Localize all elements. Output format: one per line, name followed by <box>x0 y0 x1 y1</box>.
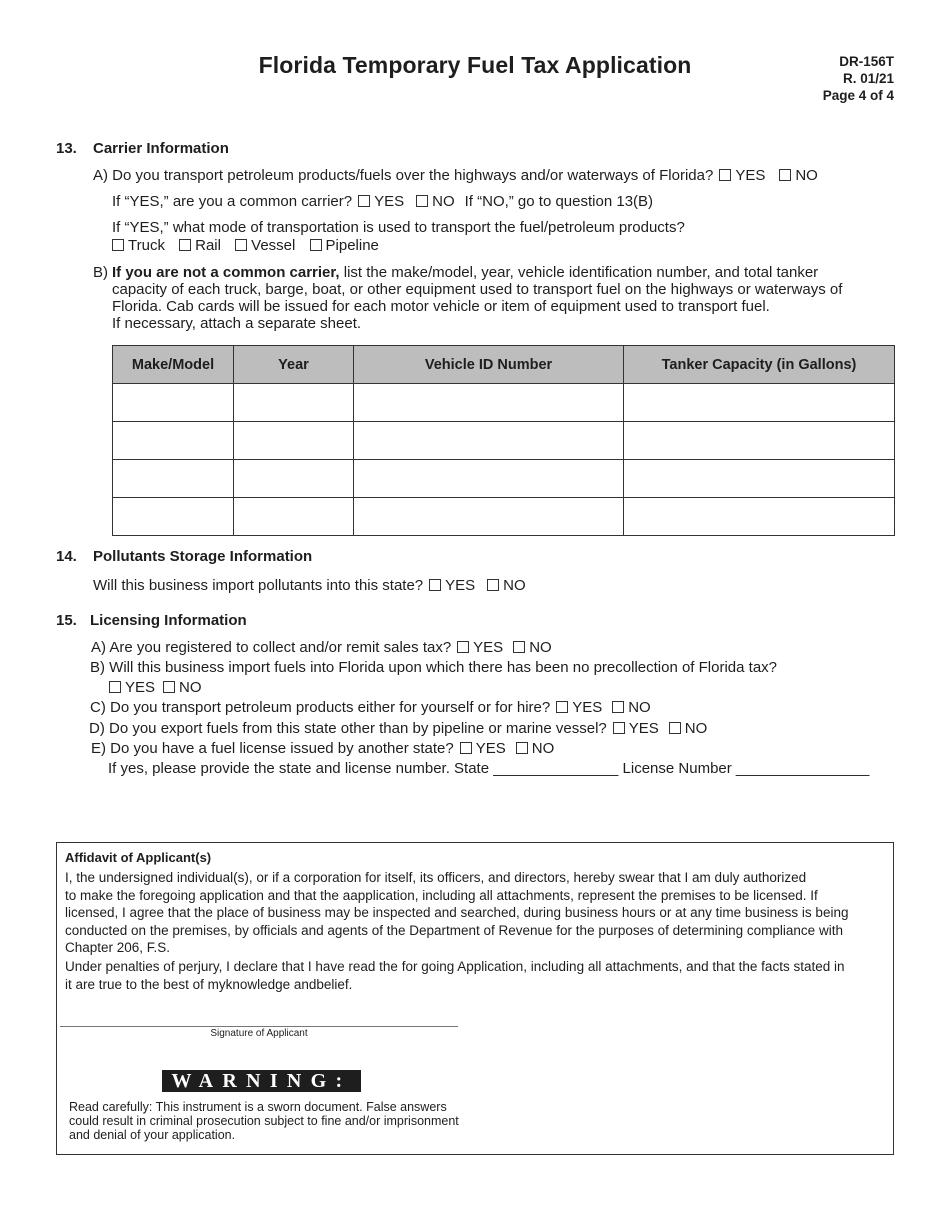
section-15-title: Licensing Information <box>90 612 247 629</box>
question-13b-line1-text: list the make/model, year, vehicle identification number, and total tanker <box>343 264 819 281</box>
page-title: Florida Temporary Fuel Tax Application <box>258 52 692 78</box>
vehicle-id-cell[interactable] <box>354 384 624 422</box>
q13a-yes-label: YES <box>735 167 766 184</box>
column-tanker-capacity: Tanker Capacity (in Gallons) <box>624 346 895 384</box>
affidavit-p1-line3: licensed, I agree that the place of business may be inspected and searched, during business hours or at any time business is being <box>65 905 849 920</box>
mode-vessel-checkbox[interactable] <box>235 239 247 251</box>
question-15e-text: E) Do you have a fuel license issued by another state? <box>91 740 454 757</box>
year-cell[interactable] <box>234 498 354 536</box>
mode-pipeline-label: Pipeline <box>325 237 379 254</box>
year-cell[interactable] <box>234 384 354 422</box>
common-carrier-question: If “YES,” are you a common carrier? <box>112 193 353 210</box>
q15e-no-label: NO <box>531 740 555 757</box>
q15c-no-label: NO <box>628 699 651 716</box>
question-13a <box>93 167 818 184</box>
warning-line2: could result in criminal prosecution subject to fine and/or imprisonment <box>69 1114 459 1128</box>
common-carrier-note: If “NO,” go to question 13(B) <box>464 193 654 210</box>
column-vehicle-id: Vehicle ID Number <box>354 346 624 384</box>
q15e-yes-checkbox[interactable] <box>460 742 472 754</box>
year-cell[interactable] <box>234 422 354 460</box>
q13a-no-label: NO <box>795 167 818 184</box>
warning-line3: and denial of your application. <box>69 1128 236 1142</box>
signature-label: Signature of Applicant <box>210 1028 308 1039</box>
vehicle-table-header <box>113 346 895 384</box>
warning-text <box>69 1100 479 1142</box>
form-revision: R. 01/21 <box>842 71 894 86</box>
section-13-number: 13. <box>56 140 77 157</box>
q15d-no-checkbox[interactable] <box>669 722 681 734</box>
table-row <box>113 460 895 498</box>
make-model-cell[interactable] <box>113 422 234 460</box>
question-13a-common-carrier <box>112 193 653 210</box>
q14-yes-label: YES <box>445 577 476 594</box>
table-row <box>113 498 895 536</box>
section-14-title: Pollutants Storage Information <box>93 548 313 565</box>
mode-truck-label: Truck <box>128 237 165 254</box>
question-13a-text: A) Do you transport petroleum products/fuels over the highways and/or waterways of Florida? <box>93 167 714 184</box>
section-15-number: 15. <box>56 612 77 629</box>
question-15b-options <box>103 679 202 696</box>
section-13-title: Carrier Information <box>93 140 229 157</box>
q15a-no-label: NO <box>529 639 552 656</box>
q13a-yes-checkbox[interactable] <box>719 169 731 181</box>
question-13b-line4: If necessary, attach a separate sheet. <box>112 315 362 332</box>
mode-pipeline-checkbox[interactable] <box>310 239 322 251</box>
affidavit-p1-line5: Chapter 206, F.S. <box>65 940 171 955</box>
question-15e-followup[interactable]: If yes, please provide the state and license number. State _______________ License Number ________________ <box>108 760 870 777</box>
form-identifier <box>823 53 894 104</box>
question-14 <box>93 577 526 594</box>
vehicle-table <box>112 345 895 536</box>
signature-line[interactable] <box>60 1026 458 1027</box>
section-15-heading <box>56 612 247 629</box>
tanker-capacity-cell[interactable] <box>624 384 895 422</box>
q15e-no-checkbox[interactable] <box>516 742 528 754</box>
q15b-yes-label: YES <box>125 679 156 696</box>
question-15e <box>91 740 554 757</box>
table-row <box>113 422 895 460</box>
warning-banner: WARNING: <box>162 1070 361 1092</box>
question-13b-prefix: B) <box>93 264 108 281</box>
q15e-yes-label: YES <box>475 740 506 757</box>
q15b-no-label: NO <box>179 679 202 696</box>
vehicle-id-cell[interactable] <box>354 498 624 536</box>
column-make-model: Make/Model <box>113 346 234 384</box>
question-15a <box>91 639 552 656</box>
affidavit-p2-line1: Under penalties of perjury, I declare that I have read the for going Application, including all attachments, and that the facts stated in <box>65 959 845 974</box>
make-model-cell[interactable] <box>113 460 234 498</box>
form-number: DR-156T <box>839 54 894 69</box>
year-cell[interactable] <box>234 460 354 498</box>
question-13b-bold: If you are not a common carrier, <box>112 264 340 281</box>
affidavit-paragraph-1 <box>65 869 848 957</box>
column-year: Year <box>234 346 354 384</box>
q14-no-label: NO <box>503 577 526 594</box>
tanker-capacity-cell[interactable] <box>624 460 895 498</box>
section-14-number: 14. <box>56 548 77 565</box>
affidavit-p1-line4: conducted on the premises, by officials and agents of the Department of Revenue for the purposes of determining compliance with <box>65 922 843 938</box>
transport-mode-options <box>106 237 379 254</box>
question-14-text: Will this business import pollutants into this state? <box>93 577 424 594</box>
q15a-no-checkbox[interactable] <box>513 641 525 653</box>
q15d-yes-label: YES <box>628 720 659 737</box>
mode-vessel-label: Vessel <box>251 237 296 254</box>
question-15d <box>89 720 707 737</box>
question-13b-line2: capacity of each truck, barge, boat, or other equipment used to transport fuel on the highways or waterways of <box>112 281 843 298</box>
question-15b-text: B) Will this business import fuels into Florida upon which there has been no precollection of Florida tax? <box>90 659 778 676</box>
warning-line1: Read carefully: This instrument is a sworn document. False answers <box>69 1100 447 1114</box>
common-carrier-no-checkbox[interactable] <box>416 195 428 207</box>
section-14-heading <box>56 548 312 565</box>
q15b-yes-checkbox[interactable] <box>109 681 121 693</box>
common-carrier-yes-checkbox[interactable] <box>358 195 370 207</box>
q15a-yes-checkbox[interactable] <box>457 641 469 653</box>
page-number: Page 4 of 4 <box>822 88 894 103</box>
table-row <box>113 384 895 422</box>
affidavit-p1-line1: I, the undersigned individual(s), or if a corporation for itself, its officers, and directors, hereby swear that I am duly authorized <box>65 870 807 885</box>
tanker-capacity-cell[interactable] <box>624 422 895 460</box>
q15c-yes-label: YES <box>572 699 603 716</box>
common-carrier-yes-label: YES <box>374 193 405 210</box>
question-15c-text: C) Do you transport petroleum products either for yourself or for hire? <box>90 699 551 716</box>
mode-rail-checkbox[interactable] <box>179 239 191 251</box>
affidavit-p2-line2: it are true to the best of myknowledge andbelief. <box>65 976 353 992</box>
q14-no-checkbox[interactable] <box>487 579 499 591</box>
q15d-yes-checkbox[interactable] <box>613 722 625 734</box>
affidavit-paragraph-2 <box>65 958 844 993</box>
question-13b-line3: Florida. Cab cards will be issued for each motor vehicle or item of equipment used to transport fuel. <box>112 298 770 315</box>
mode-rail-label: Rail <box>195 237 221 254</box>
vehicle-id-cell[interactable] <box>354 422 624 460</box>
make-model-cell[interactable] <box>113 498 234 536</box>
q15b-no-checkbox[interactable] <box>163 681 175 693</box>
q15c-yes-checkbox[interactable] <box>556 701 568 713</box>
vehicle-id-cell[interactable] <box>354 460 624 498</box>
transport-mode-question: If “YES,” what mode of transportation is used to transport the fuel/petroleum products? <box>112 219 685 236</box>
make-model-cell[interactable] <box>113 384 234 422</box>
question-15c <box>90 699 651 716</box>
section-13-heading <box>56 140 229 157</box>
q13a-no-checkbox[interactable] <box>779 169 791 181</box>
q14-yes-checkbox[interactable] <box>429 579 441 591</box>
common-carrier-no-label: NO <box>432 193 455 210</box>
affidavit-p1-line2: to make the foregoing application and that the aapplication, including all attachments, represent the premises to be licensed. If <box>65 887 818 903</box>
mode-truck-checkbox[interactable] <box>112 239 124 251</box>
question-15a-text: A) Are you registered to collect and/or remit sales tax? <box>91 639 452 656</box>
tanker-capacity-cell[interactable] <box>624 498 895 536</box>
q15a-yes-label: YES <box>473 639 504 656</box>
question-15d-text: D) Do you export fuels from this state other than by pipeline or marine vessel? <box>89 720 607 737</box>
q15c-no-checkbox[interactable] <box>612 701 624 713</box>
q15d-no-label: NO <box>684 720 708 737</box>
question-13b-line1 <box>112 264 818 281</box>
affidavit-title: Affidavit of Applicant(s) <box>65 850 212 865</box>
